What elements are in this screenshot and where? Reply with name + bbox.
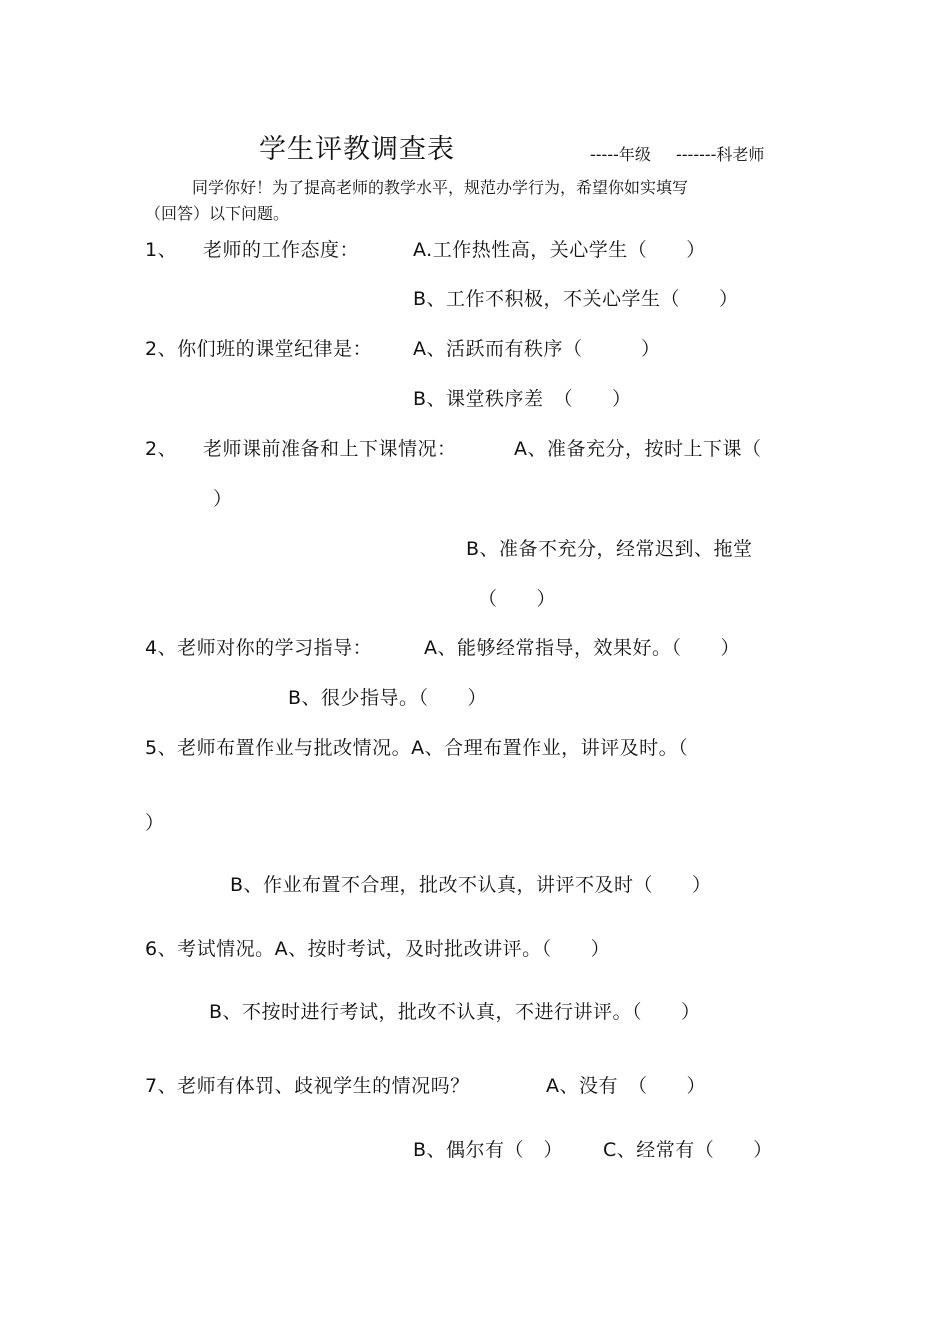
question-5-text: 5、老师布置作业与批改情况。A、合理布置作业，讲评及时。（ <box>145 737 689 759</box>
question-3-option-b: B、准备不充分，经常迟到、拖堂 <box>466 538 753 560</box>
intro-text-line-2: （回答）以下问题。 <box>145 204 290 223</box>
question-1-option-a: A.工作热性高，关心学生（ ） <box>413 239 706 261</box>
question-2-option-b: B、课堂秩序差 （ ） <box>413 388 632 410</box>
grade-field: -----年级 <box>590 145 651 164</box>
subject-teacher-field: -------科老师 <box>676 145 765 164</box>
question-3-option-a-continued: ） <box>213 488 233 510</box>
question-1-text: 老师的工作态度： <box>203 239 360 261</box>
question-7-option-a: A、没有 （ ） <box>546 1075 706 1097</box>
question-2-text: 2、你们班的课堂纪律是： <box>145 338 373 360</box>
page-title: 学生评教调查表 <box>259 134 455 165</box>
question-5-option-b: B、作业布置不合理，批改不认真，讲评不及时（ ） <box>230 874 712 896</box>
question-4-text: 4、老师对你的学习指导： <box>145 637 373 659</box>
question-2-option-a: A、活跃而有秩序（ ） <box>413 338 661 360</box>
question-4-option-b: B、很少指导。（ ） <box>288 687 488 709</box>
question-6-text: 6、考试情况。A、按时考试，及时批改讲评。（ ） <box>145 938 611 960</box>
question-7-option-c: C、经常有（ ） <box>603 1139 773 1161</box>
question-5-option-a-continued: ） <box>145 812 165 834</box>
question-3-number: 2、 <box>145 438 178 460</box>
question-7-option-b: B、偶尔有（ ） <box>413 1139 564 1161</box>
question-7-text: 7、老师有体罚、歧视学生的情况吗？ <box>145 1075 470 1097</box>
intro-text-line-1: 同学你好！为了提高老师的教学水平，规范办学行为，希望你如实填写 <box>192 178 689 197</box>
question-3-text: 老师课前准备和上下课情况： <box>203 438 457 460</box>
question-3-option-a: A、准备充分，按时上下课（ <box>514 438 762 460</box>
question-1-number: 1、 <box>145 239 178 261</box>
question-4-option-a: A、能够经常指导，效果好。（ ） <box>424 637 740 659</box>
question-1-option-b: B、工作不积极，不关心学生（ ） <box>413 288 739 310</box>
question-6-option-b: B、不按时进行考试，批改不认真，不进行讲评。（ ） <box>209 1001 701 1023</box>
question-3-option-b-continued: （ ） <box>478 588 557 610</box>
